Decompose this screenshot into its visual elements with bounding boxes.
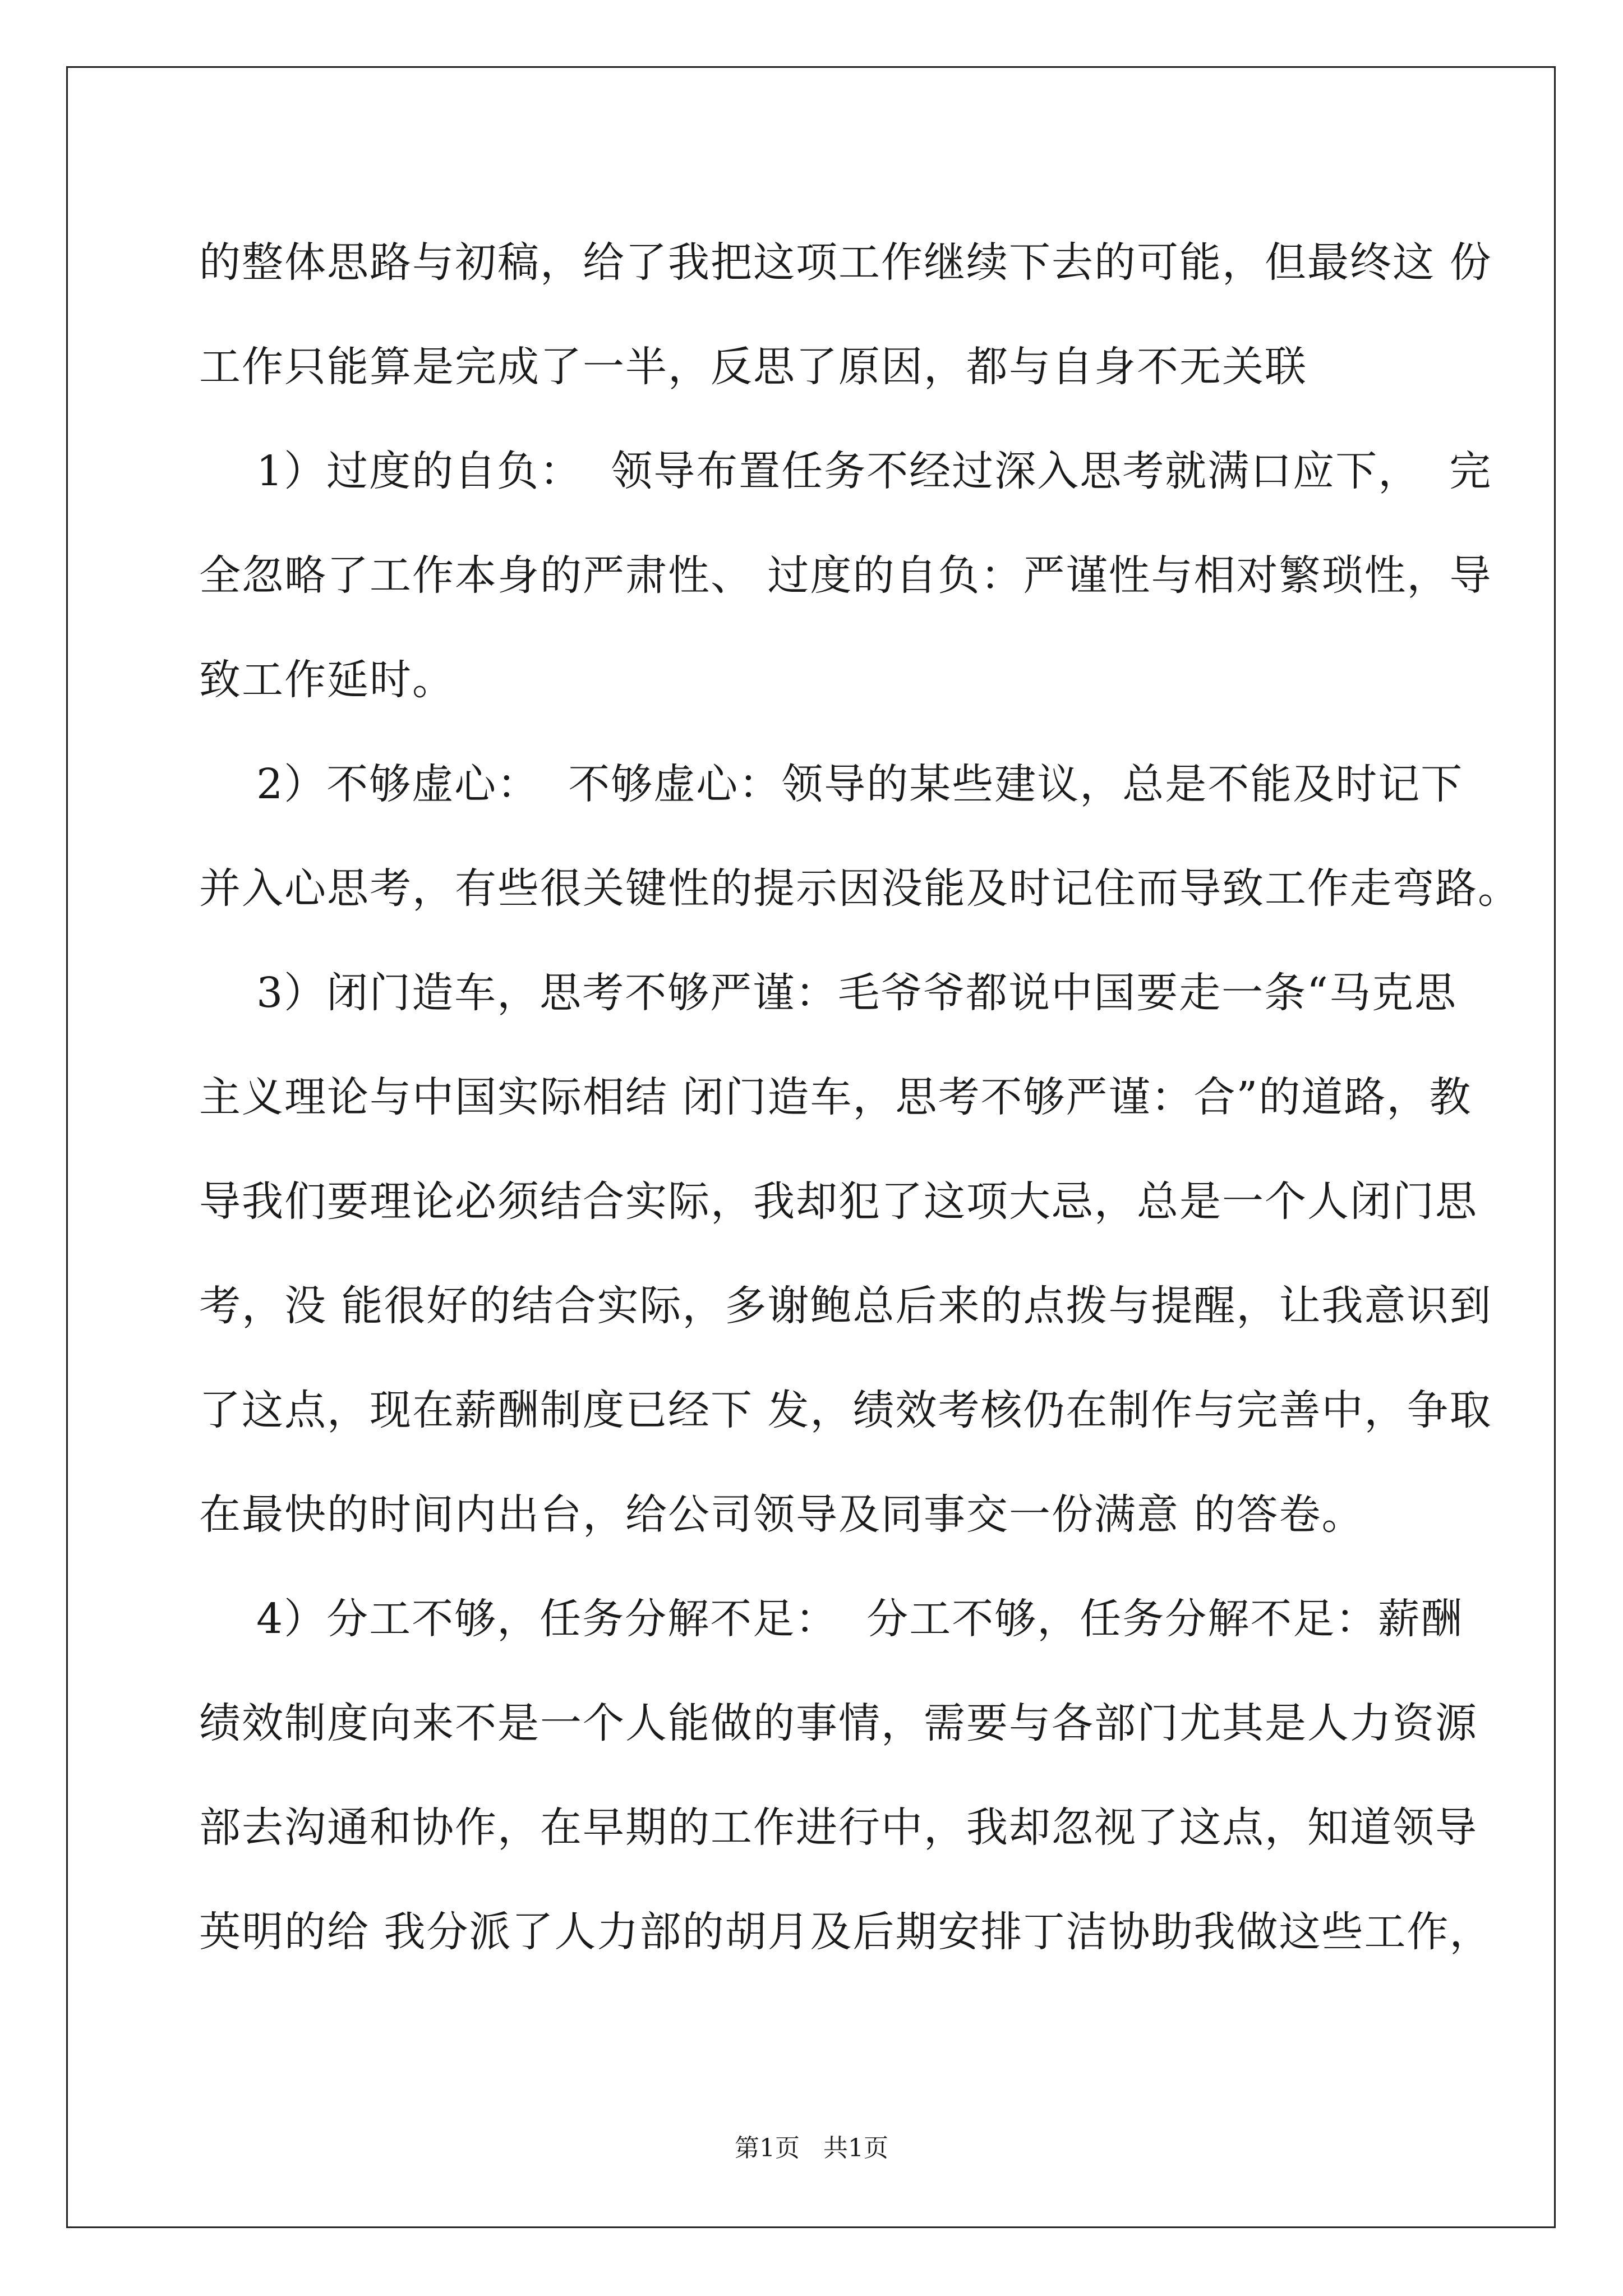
text-line: 致工作延时。 xyxy=(199,656,455,704)
text-line: 4）分工不够，任务分解不足： 分工不够，任务分解不足：薪酬 xyxy=(199,1595,1464,1643)
text-line: 并入心思考，有些很关键性的提示因没能及时记住而导致工作走弯路。 xyxy=(199,864,1520,913)
text-line: 3）闭门造车，思考不够严谨：毛爷爷都说中国要走一条“马克思 xyxy=(199,969,1457,1017)
text-line: 的整体思路与初稿，给了我把这项工作继续下去的可能，但最终这 份 xyxy=(199,238,1492,287)
text-line: 英明的给 我分派了人力部的胡月及后期安排丁洁协助我做这些工作， xyxy=(199,1908,1492,1956)
text-line: 考，没 能很好的结合实际，多谢鲍总后来的点拨与提醒，让我意识到 xyxy=(199,1282,1492,1330)
text-line: 了这点，现在薪酬制度已经下 发，绩效考核仍在制作与完善中，争取 xyxy=(199,1386,1492,1434)
text-line: 全忽略了工作本身的严肃性、 过度的自负：严谨性与相对繁琐性，导 xyxy=(199,551,1492,600)
text-line: 部去沟通和协作，在早期的工作进行中，我却忽视了这点，知道领导 xyxy=(199,1803,1478,1852)
text-line: 导我们要理论必须结合实际，我却犯了这项大忌，总是一个人闭门思 xyxy=(199,1177,1478,1226)
text-line: 1）过度的自负： 领导布置任务不经过深入思考就满口应下， 完 xyxy=(199,447,1492,495)
page-number-footer: 第1页 共1页 xyxy=(735,2134,888,2162)
document-body xyxy=(199,210,1520,1984)
text-line: 绩效制度向来不是一个人能做的事情，需要与各部门尤其是人力资源 xyxy=(199,1699,1478,1747)
text-line: 在最快的时间内出台，给公司领导及同事交一份满意 的答卷。 xyxy=(199,1490,1364,1539)
text-line: 工作只能算是完成了一半，反思了原因，都与自身不无关联 xyxy=(199,343,1307,391)
text-line: 主义理论与中国实际相结 闭门造车，思考不够严谨：合”的道路，教 xyxy=(199,1073,1472,1121)
text-line: 2）不够虚心： 不够虚心：领导的某些建议，总是不能及时记下 xyxy=(199,760,1464,808)
